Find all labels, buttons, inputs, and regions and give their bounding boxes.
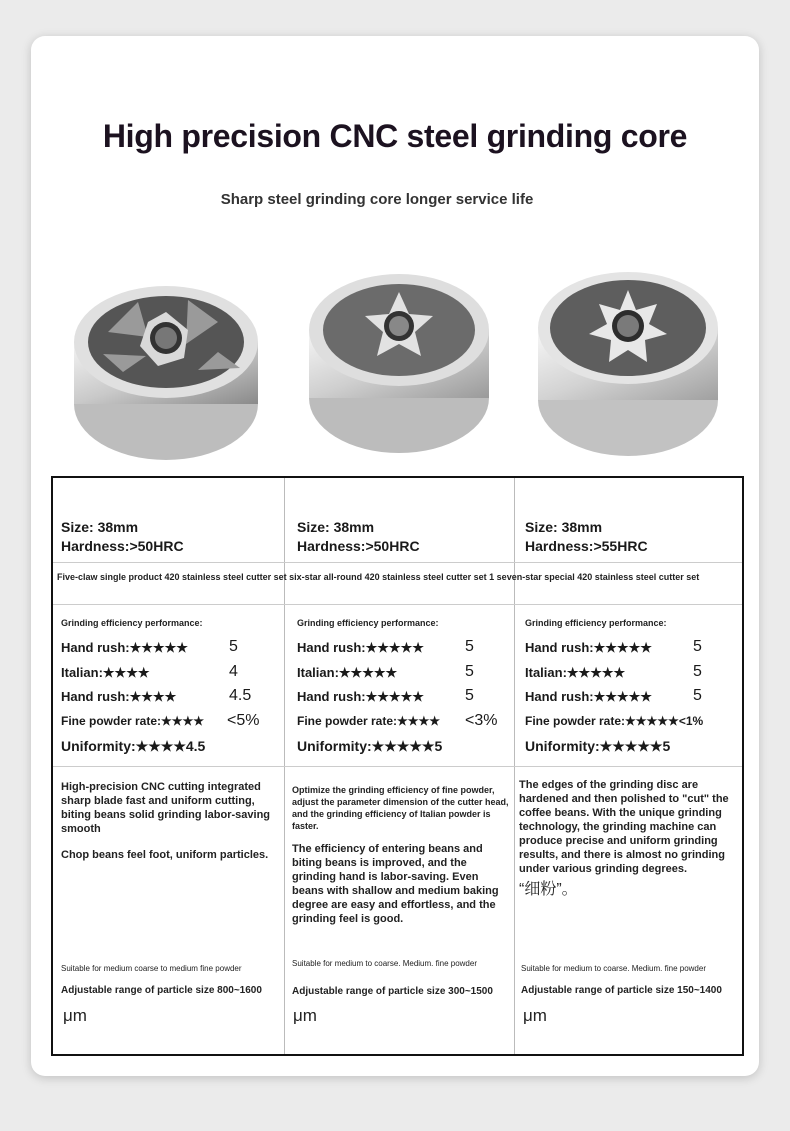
product-3-size-block: [525, 518, 648, 556]
product-2-performance: [297, 618, 509, 758]
feature-text: Chop beans feel foot, uniform particles.: [61, 849, 269, 861]
page-title: High precision CNC steel grinding core: [102, 118, 688, 154]
product-2-size-block: [297, 518, 420, 556]
product-1-performance: [61, 618, 279, 758]
product-2-size: Size: 38mm: [297, 519, 375, 535]
hand-rush-rating: Hand rush:★★★★★ 5: [525, 638, 702, 655]
product-3-performance: [525, 618, 739, 758]
uniformity-rating: Uniformity:★★★★★5: [525, 738, 671, 754]
five-claw-burr-image: [68, 272, 264, 464]
product-1-hardness: Hardness:>50HRC: [61, 538, 184, 554]
product-2-range: Adjustable range of particle size 300~1500: [292, 986, 493, 997]
product-2-features: [292, 784, 510, 926]
product-3-unit: μm: [523, 1006, 547, 1025]
feature-text: The efficiency of entering beans and biting beans is improved, and the grinding hand is labor-saving. Even beans with shallow and medium baking degree are easy and effortless, and the grinding feel is good.: [292, 843, 499, 925]
page-subtitle: Sharp steel grinding core longer service life: [220, 191, 534, 208]
feature-text: “细粉”。: [519, 881, 578, 898]
product-2-hardness: Hardness:>50HRC: [297, 538, 420, 554]
feature-text: Optimize the grinding efficiency of fine powder, adjust the parameter dimension of the cutter head, and the grinding efficiency of Italian powder is faster.: [292, 785, 509, 831]
italian-rating: Italian:★★★★ 4: [61, 663, 238, 680]
hand-rush-rating: Hand rush:★★★★★ 5: [297, 638, 474, 655]
product-2-unit: μm: [293, 1006, 317, 1025]
cutter-set-description: Five-claw single product 420 stainless steel cutter set six-star all-round 420 stainless steel cutter set 1 seven-star special 420 stainless steel cutter set: [57, 572, 700, 582]
spec-table: [51, 476, 744, 1056]
product-3-range: Adjustable range of particle size 150~1400: [521, 985, 722, 996]
product-1-size-block: [61, 518, 184, 556]
product-1-features: [61, 780, 277, 862]
hand-rush-rating: Hand rush:★★★★★ 5: [297, 687, 474, 704]
seven-star-burr-image: [533, 260, 723, 460]
fine-powder-rating: Fine powder rate:★★★★ <3%: [297, 712, 498, 729]
italian-rating: Italian:★★★★★ 5: [525, 663, 702, 680]
performance-header: Grinding efficiency performance:: [525, 618, 667, 628]
row-divider: [53, 766, 742, 767]
performance-header: Grinding efficiency performance:: [297, 618, 439, 628]
uniformity-rating: Uniformity:★★★★★5: [297, 738, 443, 754]
product-1-unit: μm: [63, 1006, 87, 1025]
product-1-size: Size: 38mm: [61, 519, 139, 535]
uniformity-rating: Uniformity:★★★★4.5: [61, 738, 206, 754]
performance-header: Grinding efficiency performance:: [61, 618, 203, 628]
six-star-burr-image: [303, 258, 495, 458]
hand-rush-rating: Hand rush:★★★★ 4.5: [61, 687, 252, 704]
fine-powder-rating: Fine powder rate:★★★★ <5%: [61, 712, 260, 729]
product-3-hardness: Hardness:>55HRC: [525, 538, 648, 554]
hand-rush-rating: Hand rush:★★★★★ 5: [525, 687, 702, 704]
hand-rush-rating: Hand rush:★★★★★ 5: [61, 638, 238, 655]
product-1-range: Adjustable range of particle size 800~1600: [61, 985, 262, 996]
row-divider: [53, 562, 742, 563]
product-2-suitable: Suitable for medium to coarse. Medium. fine powder: [292, 959, 477, 968]
feature-text: High-precision CNC cutting integrated sharp blade fast and uniform cutting, biting beans solid grinding labor-saving smooth: [61, 781, 271, 835]
product-3-features: [519, 778, 737, 899]
feature-text: The edges of the grinding disc are hardened and then polished to "cut" the coffee beans. With the unique grinding technology, the grinding machine can produce precise and uniform grinding results, and there is almost no grinding under various grinding degrees.: [519, 779, 729, 875]
italian-rating: Italian:★★★★★ 5: [297, 663, 474, 680]
product-1-suitable: Suitable for medium coarse to medium fine powder: [61, 964, 242, 973]
product-3-suitable: Suitable for medium to coarse. Medium. fine powder: [521, 964, 706, 973]
fine-powder-rating: Fine powder rate:★★★★★<1%: [525, 714, 704, 728]
row-divider: [53, 604, 742, 605]
product-3-size: Size: 38mm: [525, 519, 603, 535]
